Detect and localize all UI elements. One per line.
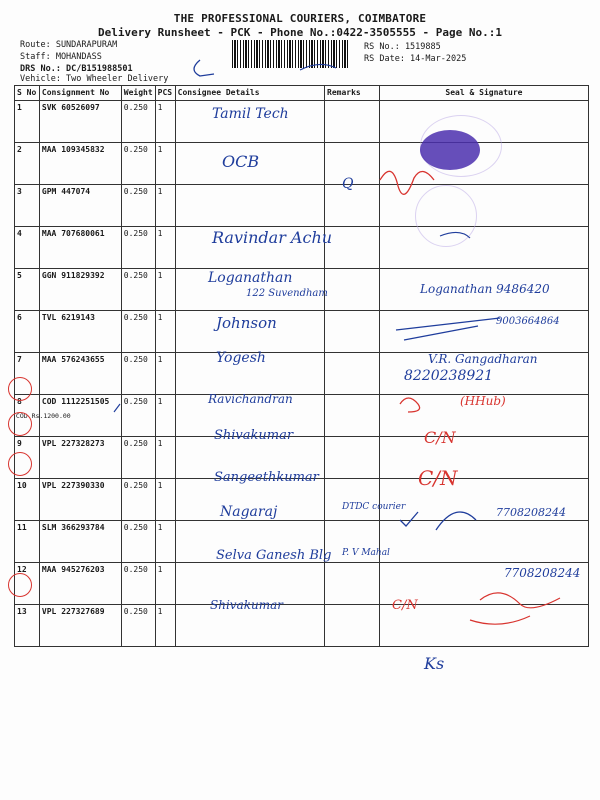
col-header: Remarks xyxy=(325,86,380,101)
handwritten-name: Ravichandran xyxy=(208,392,293,406)
pcs-cell-text: 1 xyxy=(157,187,163,196)
staff-label: Staff: MOHANDASS xyxy=(20,52,102,62)
handwritten-name: Nagaraj xyxy=(220,504,278,520)
sno-cell-text: 9 xyxy=(17,439,22,448)
weight-cell-text: 0.250 xyxy=(123,439,148,448)
handwritten-remark: Q xyxy=(342,176,354,192)
sno-cell-text: 11 xyxy=(17,523,27,532)
handwritten-signature: Loganathan 9486420 xyxy=(420,282,550,296)
handwritten-phone: 7708208244 xyxy=(504,566,581,580)
weight-cell-text: 0.250 xyxy=(123,229,148,238)
weight-cell-text: 0.250 xyxy=(123,355,148,364)
consignment-cell-text: MAA 945276203 xyxy=(41,565,105,574)
sno-cell-text: 13 xyxy=(17,607,27,616)
handwritten-name: Johnson xyxy=(216,314,277,332)
pcs-cell-text: 1 xyxy=(157,229,163,238)
handwritten-name: Sangeethkumar xyxy=(214,470,319,485)
consignment-cell-text: GPM 447074 xyxy=(41,187,91,196)
pcs-cell-text: 1 xyxy=(157,397,163,406)
consignment-cell-text: MAA 707680061 xyxy=(41,229,105,238)
weight-cell-text: 0.250 xyxy=(123,481,148,490)
col-header: Consignee Details xyxy=(175,86,324,101)
pcs-cell-text: 1 xyxy=(157,313,163,322)
handwritten-name: Tamil Tech xyxy=(212,106,289,122)
cn-mark: C/N xyxy=(424,428,456,447)
handwritten-phone: 7708208244 xyxy=(496,506,566,519)
consignment-cell-text: TVL 6219143 xyxy=(41,313,95,322)
handwritten-name: Shivakumar xyxy=(210,598,283,612)
sno-cell-text: 8 xyxy=(17,397,22,406)
pcs-cell-text: 1 xyxy=(157,565,163,574)
handwritten-address: 122 Suvendham xyxy=(246,288,328,299)
pcs-cell-text: 1 xyxy=(157,103,163,112)
cn-mark: C/N xyxy=(392,598,418,613)
consignment-cell-text: VPL 227327689 xyxy=(41,607,105,616)
consignment-cell-text: MAA 109345832 xyxy=(41,145,105,154)
consignment-cell-text: SVK 60526097 xyxy=(41,103,100,112)
pcs-cell-text: 1 xyxy=(157,481,163,490)
sno-cell-text: 1 xyxy=(17,103,22,112)
rs-number: RS No.: 1519885 xyxy=(364,42,441,52)
document-title: THE PROFESSIONAL COURIERS, COIMBATORE xyxy=(173,12,427,25)
document-subtitle: Delivery Runsheet - PCK - Phone No.:0422-3505555 - Page No.:1 xyxy=(98,26,502,39)
sno-cell-text: 10 xyxy=(17,481,27,490)
drs-label: DRS No.: DC/B151988501 xyxy=(20,64,133,74)
weight-cell-text: 0.250 xyxy=(123,103,148,112)
handwritten-phone: 8220238921 xyxy=(404,368,494,384)
sno-cell-text: 5 xyxy=(17,271,22,280)
weight-cell-text: 0.250 xyxy=(123,313,148,322)
consignment-cell-text: COD 1112251505 xyxy=(41,397,110,406)
sno-cell-text: 6 xyxy=(17,313,22,322)
col-header: Weight xyxy=(121,86,155,101)
consignment-cell-text: GGN 911829392 xyxy=(41,271,105,280)
pcs-cell-text: 1 xyxy=(157,523,163,532)
rs-date: RS Date: 14-Mar-2025 xyxy=(364,54,467,64)
handwritten-signature: (HHub) xyxy=(460,394,506,408)
handwritten-name: Loganathan xyxy=(208,270,293,286)
pcs-cell-text: 1 xyxy=(157,145,163,154)
handwritten-phone: 9003664864 xyxy=(496,316,560,327)
weight-cell-text: 0.250 xyxy=(123,565,148,574)
route-label: Route: SUNDARAPURAM xyxy=(20,40,118,50)
pcs-cell-text: 1 xyxy=(157,439,163,448)
handwritten-signature: V.R. Gangadharan xyxy=(428,352,538,366)
handwritten-name: Selva Ganesh Blg xyxy=(216,548,332,563)
handwritten-name: Yogesh xyxy=(216,350,266,366)
col-header: Consignment No xyxy=(39,86,121,101)
weight-cell-text: 0.250 xyxy=(123,145,148,154)
consignment-cell-text: VPL 227390330 xyxy=(41,481,105,490)
sno-cell-text: 2 xyxy=(17,145,22,154)
col-header: PCS xyxy=(155,86,175,101)
handwritten-remark: DTDC courier xyxy=(342,502,406,512)
weight-cell-text: 0.250 xyxy=(123,397,148,406)
col-header: S No xyxy=(15,86,40,101)
sno-cell-text: 3 xyxy=(17,187,22,196)
cod-amount: COD Rs.1200.00 xyxy=(15,412,71,420)
sno-cell-text: 7 xyxy=(17,355,22,364)
handwritten-name: Shivakumar xyxy=(214,428,294,443)
pcs-cell-text: 1 xyxy=(157,355,163,364)
consignment-cell-text: MAA 576243655 xyxy=(41,355,105,364)
cn-mark: C/N xyxy=(418,466,458,490)
sno-cell-text: 12 xyxy=(17,565,27,574)
weight-cell-text: 0.250 xyxy=(123,523,148,532)
sno-cell-text: 4 xyxy=(17,229,22,238)
weight-cell-text: 0.250 xyxy=(123,607,148,616)
weight-cell-text: 0.250 xyxy=(123,271,148,280)
handwritten-name: Ravindar Achu xyxy=(212,228,333,247)
weight-cell-text: 0.250 xyxy=(123,187,148,196)
pcs-cell-text: 1 xyxy=(157,271,163,280)
handwritten-initials: Ks xyxy=(424,654,445,673)
handwritten-remark: P. V Mahal xyxy=(342,548,390,558)
consignment-cell-text: VPL 227328273 xyxy=(41,439,105,448)
pcs-cell-text: 1 xyxy=(157,607,163,616)
consignment-cell-text: SLM 366293784 xyxy=(41,523,105,532)
handwritten-name: OCB xyxy=(222,152,260,171)
col-header: Seal & Signature xyxy=(379,86,588,101)
vehicle-label: Vehicle: Two Wheeler Delivery xyxy=(20,74,169,84)
